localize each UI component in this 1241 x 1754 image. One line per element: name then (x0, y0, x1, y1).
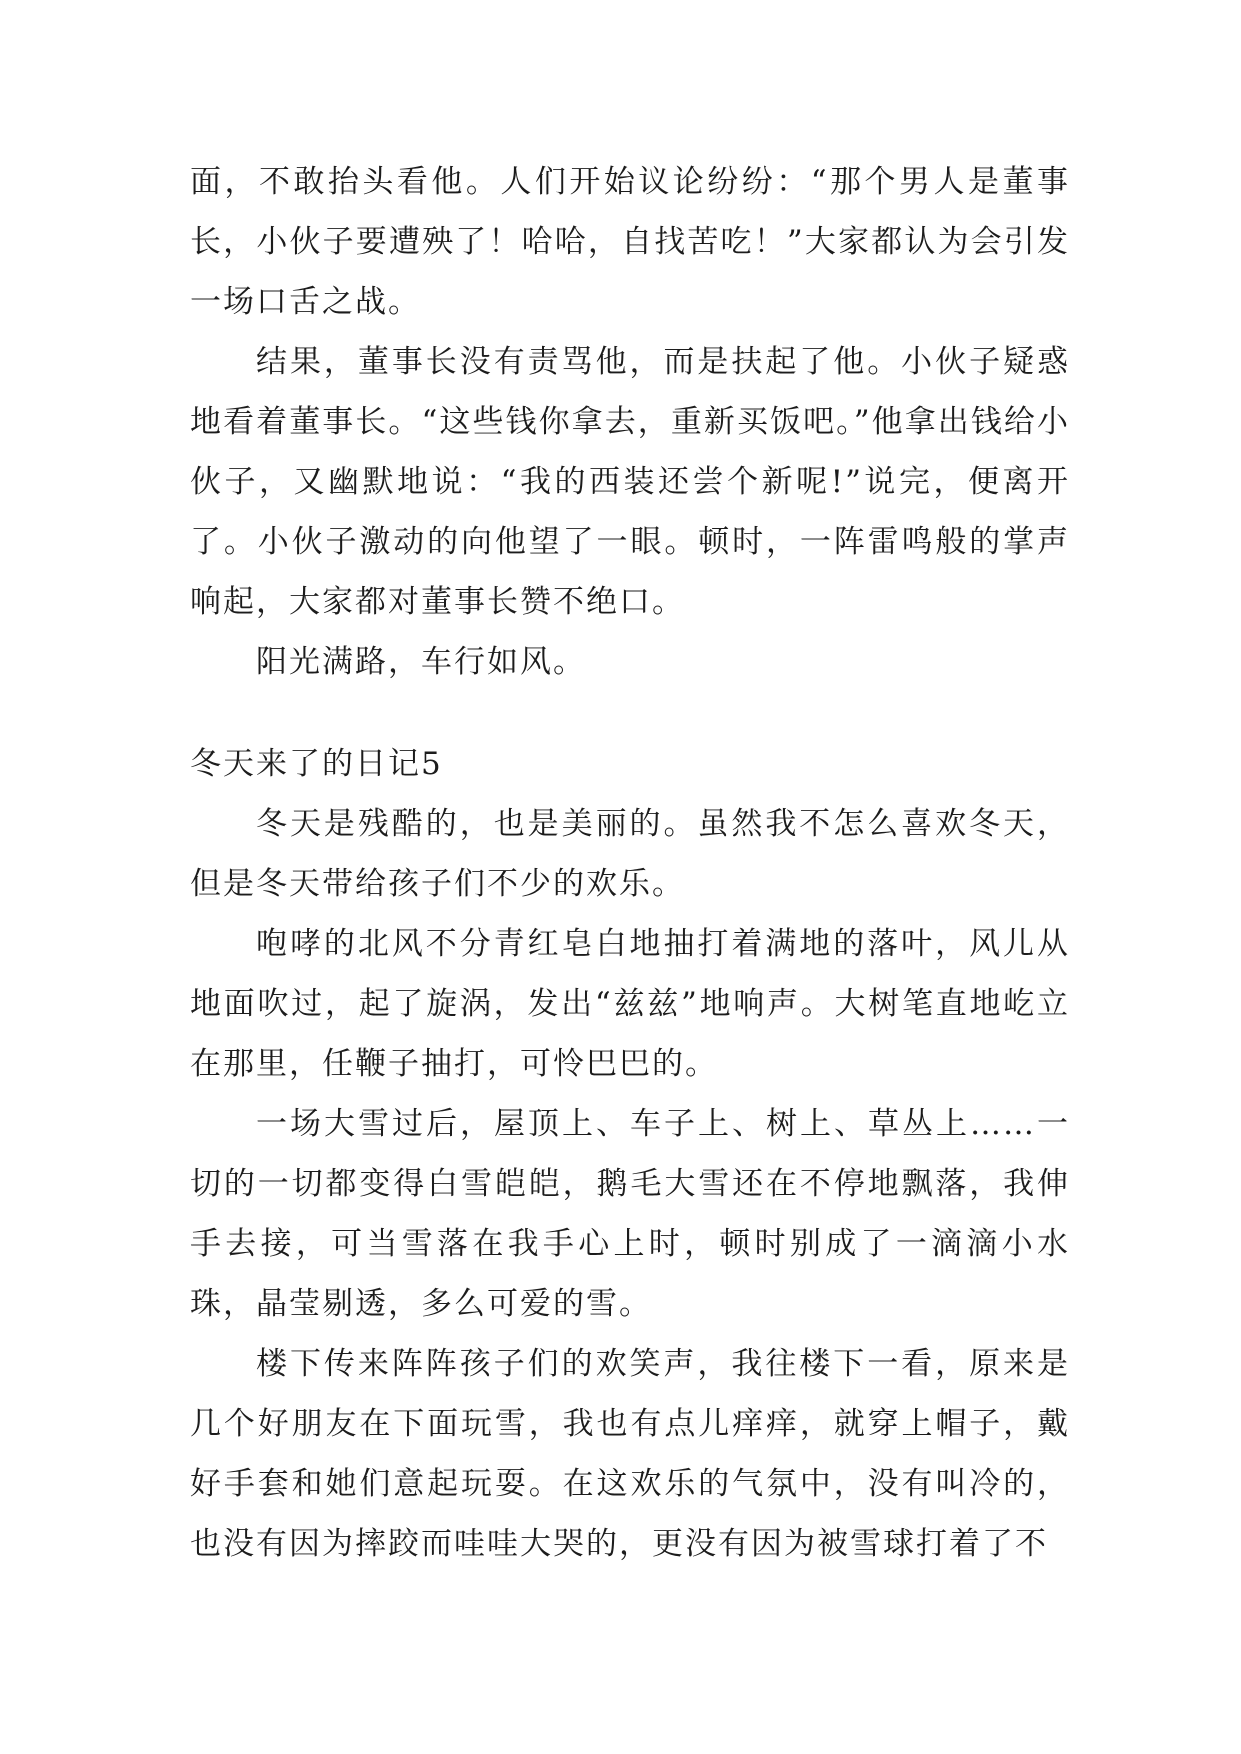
paragraph-sunshine: 阳光满路，车行如风。 (256, 644, 586, 680)
paragraph-heavy-snow: 一场大雪过后，屋顶上、车子上、树上、草丛上……一切的一切都变得白雪皑皑，鹅毛大雪还在不停地飘落，我伸手去接，可当雪落在我手心上时，顿时别成了一滴滴小水珠，晶莹剔透，多么可爱的雪。 (190, 1106, 1070, 1322)
document-body (190, 152, 1070, 1574)
paragraph-playing-snow: 楼下传来阵阵孩子们的欢笑声，我往楼下一看，原来是几个好朋友在下面玩雪，我也有点儿痒痒，就穿上帽子，戴好手套和她们意起玩耍。在这欢乐的气氛中，没有叫冷的，也没有因为摔跤而哇哇大哭的，更没有因为被雪球打着了不 (190, 1346, 1070, 1562)
paragraph-chairman-reaction: 结果，董事长没有责骂他，而是扶起了他。小伙子疑惑地看着董事长。“这些钱你拿去，重新买饭吧。”他拿出钱给小伙子，又幽默地说：“我的西装还尝个新呢!”说完，便离开了。小伙子激动的向他望了一眼。顿时，一阵雷鸣般的掌声响起，大家都对董事长赞不绝口。 (190, 344, 1070, 620)
paragraph-winter-intro: 冬天是残酷的，也是美丽的。虽然我不怎么喜欢冬天，但是冬天带给孩子们不少的欢乐。 (190, 806, 1070, 902)
paragraph-north-wind: 咆哮的北风不分青红皂白地抽打着满地的落叶，风儿从地面吹过，起了旋涡，发出“兹兹”地响声。大树笔直地屹立在那里，任鞭子抽打，可怜巴巴的。 (190, 926, 1070, 1082)
section-title: 冬天来了的日记5 (190, 746, 443, 782)
paragraph-continuation: 面，不敢抬头看他。人们开始议论纷纷：“那个男人是董事长，小伙子要遭殃了！哈哈，自找苦吃！”大家都认为会引发一场口舌之战。 (190, 164, 1070, 320)
